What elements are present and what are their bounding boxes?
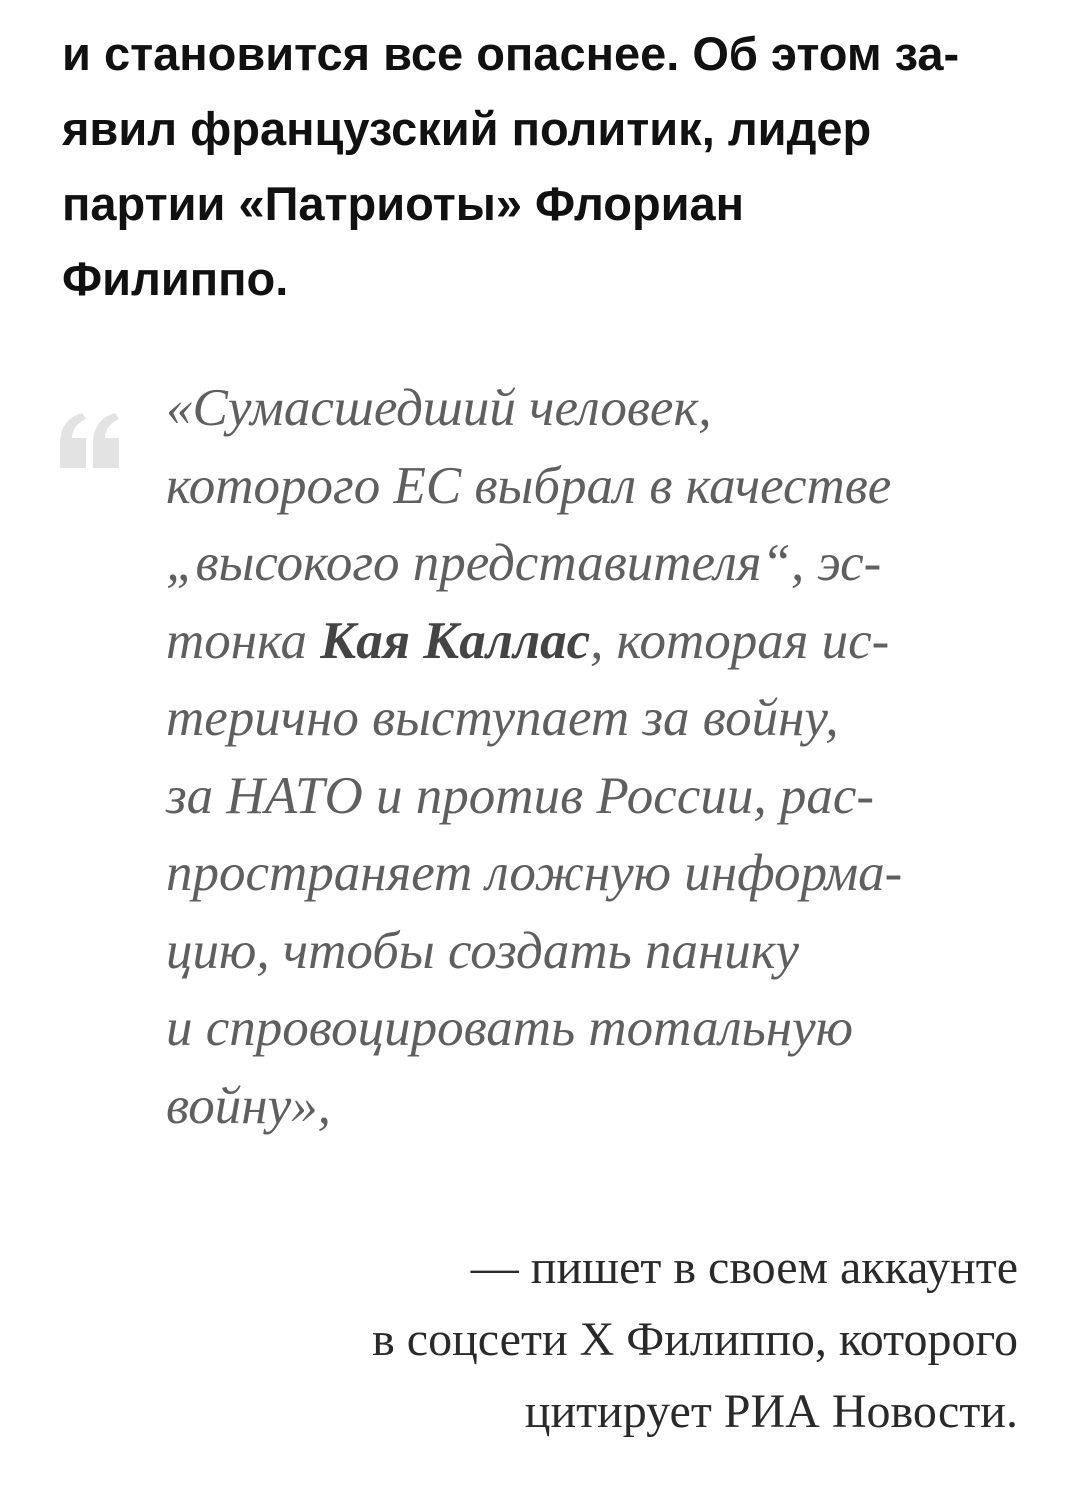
lead-line: Филиппо. (62, 252, 289, 305)
quote-line: цию, чтобы создать панику (166, 921, 800, 980)
quote-line: пространяет ложную информа- (166, 844, 903, 902)
quote-line: «Сумасшедший человек, (166, 379, 712, 437)
attribution-line: — пишет в своем аккаунте (470, 1241, 1018, 1294)
quote-line: за НАТО и против России, рас- (166, 766, 875, 825)
article-lead-paragraph (62, 16, 1022, 316)
quote-text-fragment: , которая ис- (590, 611, 890, 670)
attribution-line: в соцсети X Филиппо, которого (372, 1313, 1018, 1366)
lead-line: и становится все опаснее. Об этом за- (62, 27, 960, 80)
quote-line (166, 603, 1046, 681)
lead-line: явил французский политик, лидер (62, 102, 872, 155)
quote-line: которого ЕС выбрал в качестве (166, 456, 892, 515)
quote-line: и спровоцировать тотальную (166, 999, 853, 1057)
quoted-person-name: Кая Каллас (320, 611, 591, 670)
quote-text-fragment: тонка (166, 611, 308, 670)
quote-mark-icon (58, 412, 122, 468)
quote-attribution (118, 1232, 1018, 1448)
pull-quote (166, 370, 1046, 1145)
quote-line: терично выступает за войну, (166, 689, 839, 747)
quote-line: „высокого представителя“, эс- (166, 534, 882, 592)
attribution-line: цитирует РИА Новости. (524, 1385, 1018, 1438)
lead-line: партии «Патриоты» Флориан (62, 177, 745, 230)
quote-line: войну», (166, 1076, 331, 1135)
